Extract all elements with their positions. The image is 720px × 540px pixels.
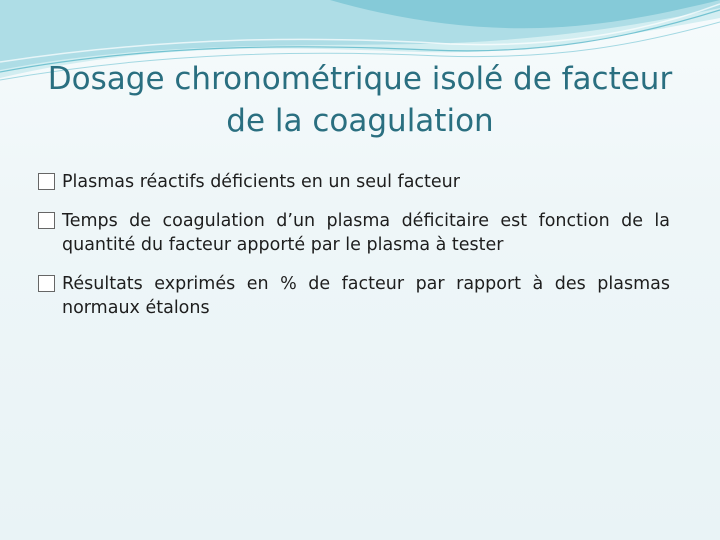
missing-glyph-box-icon	[38, 212, 55, 229]
bullet-list	[38, 170, 670, 335]
slide-title	[20, 58, 700, 142]
missing-glyph-box-icon	[38, 173, 55, 190]
bullet-text: Temps de coagulation d’un plasma déficitaire est fonction de la quantité du facteur apporté par le plasma à tester	[62, 211, 670, 255]
bullet-item	[38, 209, 670, 257]
bullet-text: Plasmas réactifs déficients en un seul facteur	[62, 172, 460, 192]
missing-glyph-box-icon	[38, 275, 55, 292]
bullet-item	[38, 272, 670, 320]
bullet-item	[38, 170, 670, 194]
bullet-text: Résultats exprimés en % de facteur par rapport à des plasmas normaux étalons	[62, 274, 670, 318]
slide-title-line-1: Dosage chronométrique isolé de facteur	[47, 61, 673, 97]
slide-title-line-2: de la coagulation	[226, 103, 494, 139]
